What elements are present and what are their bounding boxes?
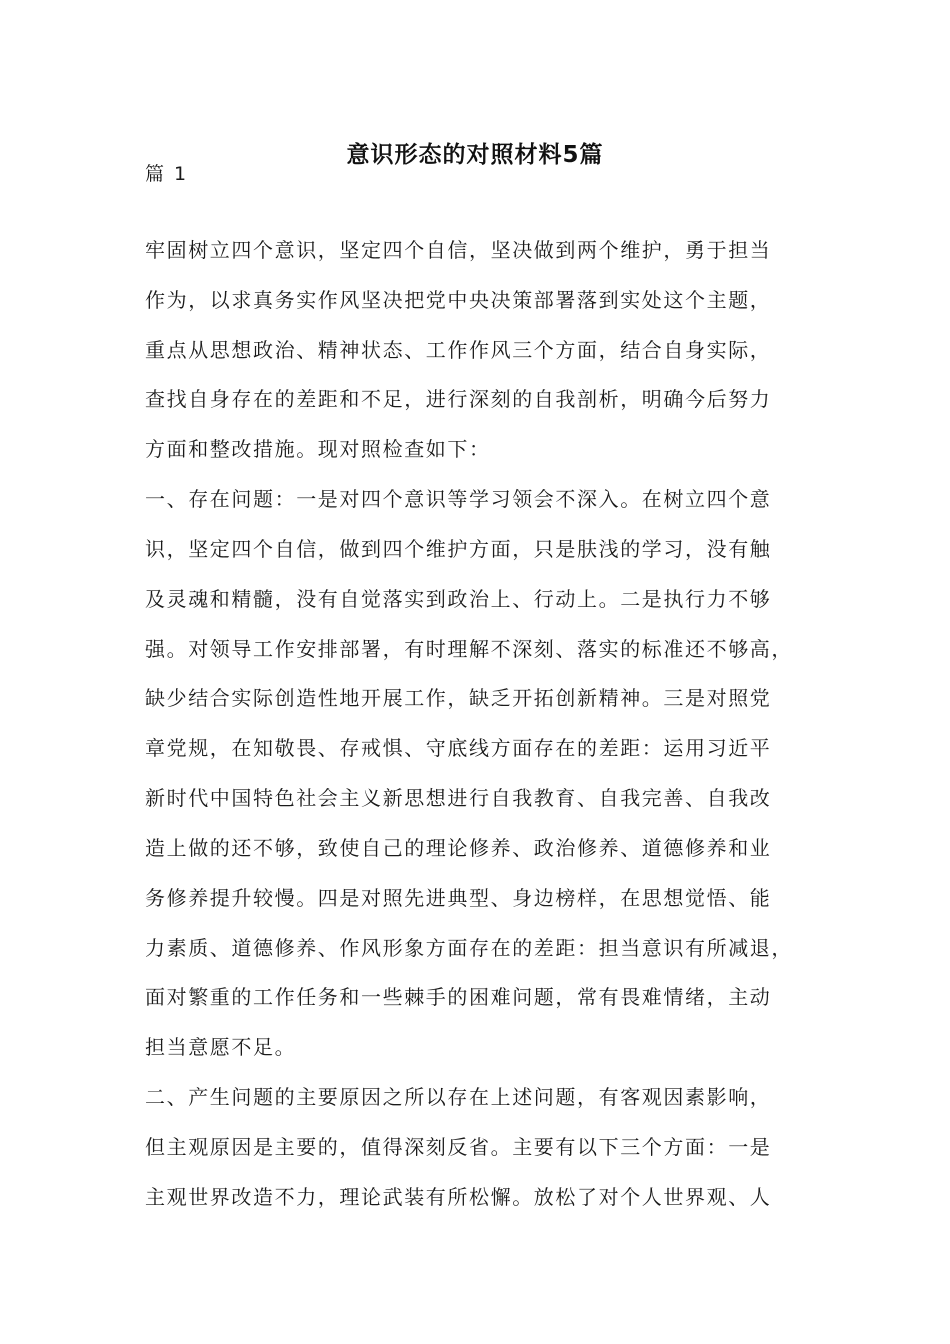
body-line: 章党规，在知敬畏、存戒惧、守底线方面存在的差距：运用习近平 bbox=[145, 736, 772, 760]
body-line: 缺少结合实际创造性地开展工作，缺乏开拓创新精神。三是对照党 bbox=[145, 686, 772, 710]
body-line: 新时代中国特色社会主义新思想进行自我教育、自我完善、自我改 bbox=[145, 786, 772, 810]
body-line: 造上做的还不够，致使自己的理论修养、政治修养、道德修养和业 bbox=[145, 836, 772, 860]
body-line: 一、存在问题：一是对四个意识等学习领会不深入。在树立四个意 bbox=[145, 487, 772, 511]
body-line: 主观世界改造不力，理论武装有所松懈。放松了对个人世界观、人 bbox=[145, 1185, 772, 1209]
document-title: 意识形态的对照材料5篇 bbox=[346, 142, 604, 168]
body-line: 强。对领导工作安排部署，有时理解不深刻、落实的标准还不够高， bbox=[145, 637, 793, 661]
body-line: 识，坚定四个自信，做到四个维护方面，只是肤浅的学习，没有触 bbox=[145, 537, 772, 561]
body-line: 作为，以求真务实作风坚决把党中央决策部署落到实处这个主题， bbox=[145, 288, 772, 312]
body-line: 牢固树立四个意识，坚定四个自信，坚决做到两个维护，勇于担当 bbox=[145, 238, 772, 262]
body-line: 查找自身存在的差距和不足，进行深刻的自我剖析，明确今后努力 bbox=[145, 387, 772, 411]
body-line: 力素质、道德修养、作风形象方面存在的差距：担当意识有所减退， bbox=[145, 936, 793, 960]
body-line: 面对繁重的工作任务和一些棘手的困难问题，常有畏难情绪，主动 bbox=[145, 985, 772, 1009]
body-line: 方面和整改措施。现对照检查如下： bbox=[145, 437, 491, 461]
body-line: 重点从思想政治、精神状态、工作作风三个方面，结合自身实际， bbox=[145, 338, 772, 362]
section-label: 篇 1 bbox=[145, 163, 189, 185]
body-line: 担当意愿不足。 bbox=[145, 1035, 297, 1059]
body-line: 及灵魂和精髓，没有自觉落实到政治上、行动上。二是执行力不够 bbox=[145, 587, 772, 611]
body-line: 但主观原因是主要的，值得深刻反省。主要有以下三个方面：一是 bbox=[145, 1135, 772, 1159]
body-line: 二、产生问题的主要原因之所以存在上述问题，有客观因素影响， bbox=[145, 1085, 772, 1109]
body-line: 务修养提升较慢。四是对照先进典型、身边榜样，在思想觉悟、能 bbox=[145, 886, 772, 910]
